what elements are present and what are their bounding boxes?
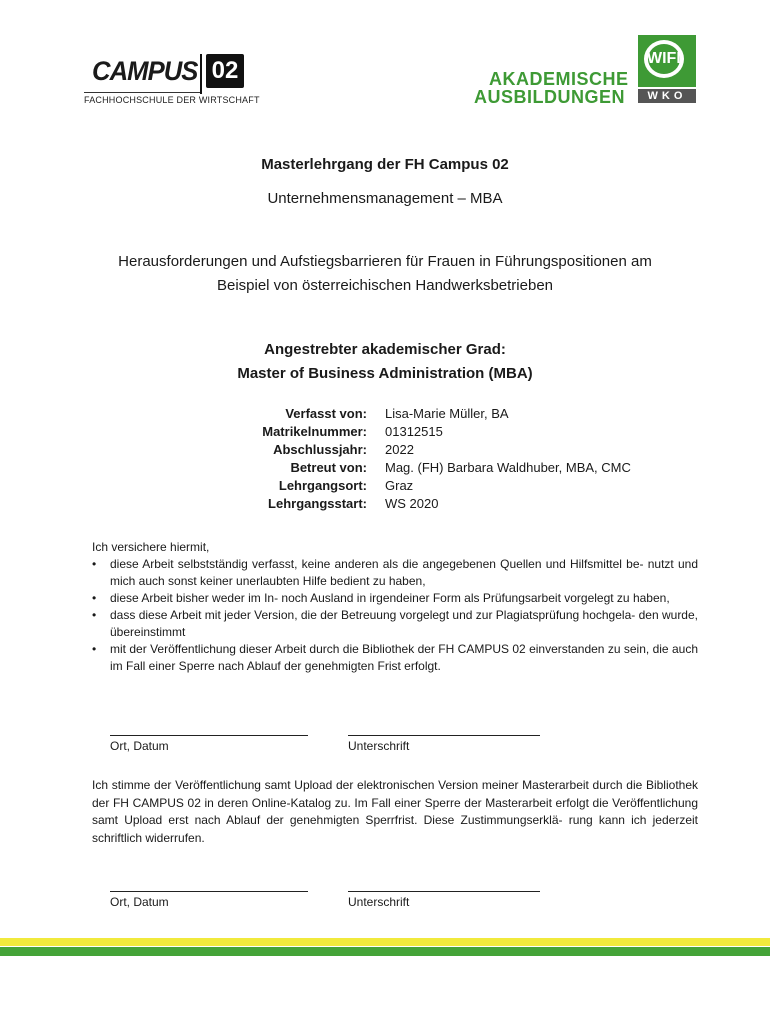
signature-label: Unterschrift [348, 895, 410, 909]
declaration-item: • dass diese Arbeit mit jeder Version, die der Betreuung vorgelegt und zur Plagiatsprüfung hochgela- den wurde, übereinstimmt [92, 607, 698, 641]
signature-line [110, 735, 308, 736]
thesis-title [0, 250, 770, 298]
info-label: Abschlussjahr: [273, 442, 367, 457]
campus-logo-underline [84, 92, 200, 93]
signature-label: Ort, Datum [110, 895, 169, 909]
degree-heading: Angestrebter akademischer Grad: [264, 341, 506, 358]
info-value: 01312515 [385, 424, 443, 439]
info-row-supervisor [0, 460, 770, 478]
info-value: Mag. (FH) Barbara Waldhuber, MBA, CMC [385, 460, 631, 475]
info-label: Verfasst von: [285, 406, 367, 421]
info-label: Lehrgangsort: [278, 478, 367, 493]
campus-logo-number: 02 [206, 54, 244, 88]
thesis-title-line-2: Beispiel von österreichischen Handwerksbetrieben [216, 277, 553, 294]
signature-line [348, 891, 540, 892]
wifi-logo [638, 35, 696, 87]
info-label: Betreut von: [290, 460, 367, 475]
akademische-label: AKADEMISCHE [489, 69, 629, 89]
footer-stripe-yellow [0, 938, 770, 946]
wko-logo [638, 89, 696, 103]
signature-line [348, 735, 540, 736]
declaration-item: • diese Arbeit selbstständig verfasst, keine anderen als die angegebenen Quellen und Hilfsmittel be- nutzt und mich auch sonst keiner unerlaubten Hilfe bedient zu haben, [92, 556, 698, 590]
consent-paragraph: Ich stimme der Veröffentlichung samt Upload der elektronischen Version meiner Masterarbeit durch die Bibliothek der FH CAMPUS 02 in deren Online-Katalog zu. Im Fall einer Sperre der Masterarbeit erfolgt die Veröffentlichung samt Upload erst nach Ablauf der genehmigten Sperrfrist. Diese Zustimmungserklä- rung kann ich jederzeit schriftlich widerrufen. [92, 778, 698, 845]
footer-stripe-green [0, 947, 770, 956]
ausbildungen-label: AUSBILDUNGEN [474, 87, 626, 107]
signature-line [110, 891, 308, 892]
signature-sign-2 [348, 891, 568, 909]
declaration-section [92, 539, 698, 675]
program-subtitle: Unternehmensmanagement – MBA [267, 190, 503, 207]
info-row-matriculation [0, 424, 770, 442]
info-row-start [0, 496, 770, 514]
info-label: Matrikelnummer: [262, 424, 367, 439]
info-label: Lehrgangsstart: [268, 496, 367, 511]
thesis-title-line-1: Herausforderungen und Aufstiegsbarrieren für Frauen in Führungspositionen am [118, 253, 652, 270]
signature-place-date-1 [110, 735, 330, 753]
declaration-item: • mit der Veröffentlichung dieser Arbeit durch die Bibliothek der FH CAMPUS 02 einverstanden zu sein, die auch im Fall einer Sperre nach Ablauf der genehmigten Frist erfolgt. [92, 641, 698, 675]
degree-name: Master of Business Administration (MBA) [237, 365, 533, 382]
wko-logo-text: WKO [647, 90, 687, 102]
wifi-logo-text: WIFI [647, 50, 681, 67]
info-value: Graz [385, 478, 414, 493]
campus-02-logo [84, 52, 260, 108]
declaration-intro: Ich versichere hiermit, [92, 540, 210, 554]
info-row-location [0, 478, 770, 496]
program-title: Masterlehrgang der FH Campus 02 [261, 156, 509, 173]
degree-block [0, 338, 770, 386]
campus-logo-word: CAMPUS [92, 56, 198, 86]
campus-logo-subtitle: FACHHOCHSCHULE DER WIRTSCHAFT [84, 95, 260, 105]
signature-label: Ort, Datum [110, 739, 169, 753]
signature-label: Unterschrift [348, 739, 410, 753]
signature-sign-1 [348, 735, 568, 753]
signature-place-date-2 [110, 891, 330, 909]
campus-logo-separator [200, 54, 202, 94]
declaration-item: • diese Arbeit bisher weder im In- noch Ausland in irgendeiner Form als Prüfungsarbeit vorgelegt zu haben, [92, 590, 698, 607]
info-row-year [0, 442, 770, 460]
declaration-list [92, 556, 698, 675]
info-value: WS 2020 [385, 496, 439, 511]
info-row-author [0, 406, 770, 424]
info-value: Lisa-Marie Müller, BA [385, 406, 509, 421]
info-value: 2022 [385, 442, 414, 457]
